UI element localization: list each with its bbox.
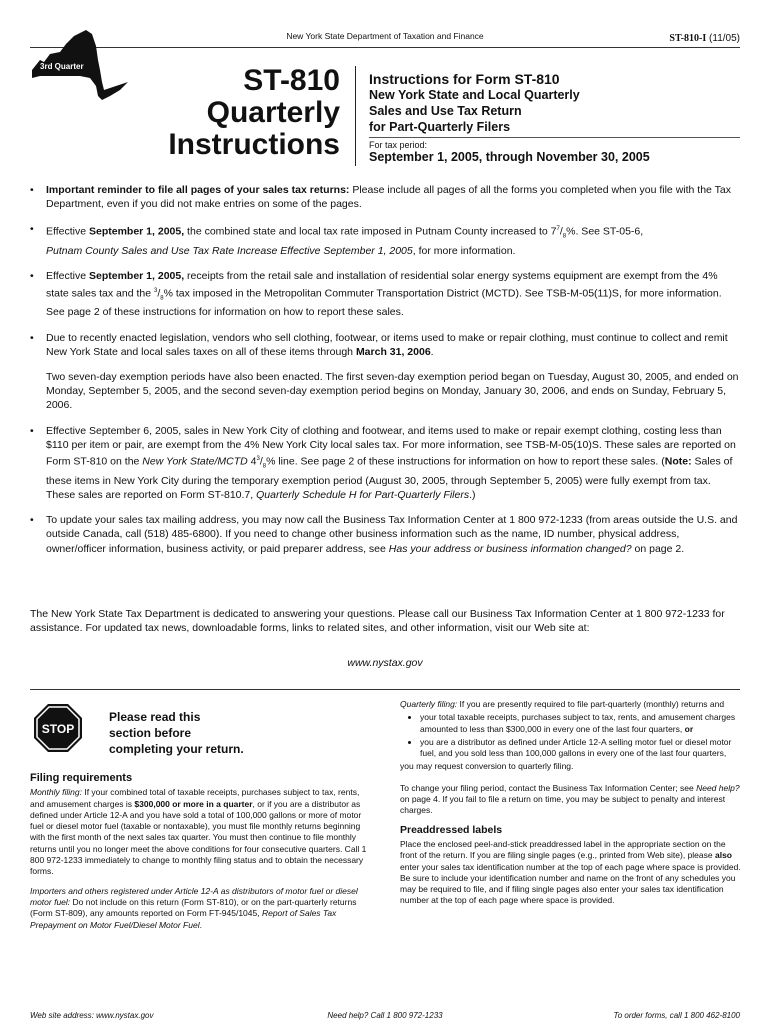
- change-period-paragraph: [400, 783, 742, 817]
- paragraph-italic: Quarterly filing:: [400, 699, 458, 709]
- bullet-bold: September 1, 2005,: [89, 225, 185, 238]
- importers-paragraph: [30, 886, 370, 931]
- paragraph-text: Place the enclosed peel-and-stick preaddressed label in the appropriate section on the front of the return. If you are filing single pages (e.g., printed from Web site), please: [400, 838, 726, 861]
- footer-help: Need help? Call 1 800 972-1233: [327, 1011, 443, 1020]
- monthly-filing-paragraph: [30, 787, 370, 877]
- bullet-dot-icon: •: [30, 331, 34, 344]
- bullet-putnam: • Effective September 1, 2005, the combined state and local tax rate imposed in Putnam County increased to $7^7/_8\%$. See ST-05-6, Putnam County Sales and Use Tax Rate Increase Effective September 1, 2005, for more information.: [30, 223, 644, 258]
- bullet-list: [30, 183, 742, 567]
- tax-period-range: September 1, 2005, through November 30, 2005: [369, 150, 650, 164]
- form-date: (11/05): [709, 33, 740, 44]
- subtitle-line-2: Sales and Use Tax Return: [369, 104, 522, 118]
- bullet-text: Sales of these items in New York City during the temporary exemption period (August 30, 2005, through September 5, 2005) were fully exempt from tax. These sales are reported on Form ST-810.7,: [46, 455, 733, 502]
- fraction-denominator: 8: [262, 463, 267, 470]
- list-item-bold: or: [684, 723, 694, 734]
- preaddressed-paragraph: [400, 839, 742, 907]
- paragraph-text: .: [199, 919, 202, 930]
- header-rule: [30, 47, 740, 48]
- paragraph-italic: Need help?: [696, 782, 740, 793]
- bullet-italic: New York State/MCTD: [142, 455, 248, 468]
- title-divider: [355, 66, 356, 166]
- paragraph-text: on page 4. If you fail to file a return on time, you may be subject to penalty and interest charges.: [400, 794, 726, 816]
- bullet-solar: • Effective September 1, 2005, receipts from the retail sale and installation of residential solar energy systems equipment are exempt from the 4% state sales tax and the $^3/_8\%$ tax imposed in the Metropolitan Commuter Transportation District (MCTD). See TSB-M-05(11)S, for more information. See page 2 of these instructions for information on how to report these sales.: [30, 270, 722, 319]
- fraction-denominator: 8: [160, 295, 164, 302]
- paragraph-bold: $300,000 or more in a quarter: [134, 798, 253, 809]
- fraction-numerator: 3: [153, 287, 158, 294]
- form-number: ST-810-I: [669, 33, 707, 44]
- bullet-text: on page 2.: [631, 542, 685, 555]
- bullet-text: Please include all pages of all the forms you completed when you file with the Tax Department, even if you did not make entries on some of the pages.: [46, 184, 731, 211]
- bullet-nyc: • Effective September 6, 2005, sales in New York City of clothing and footwear, and items used to make or repair exempt clothing, costing less than $110 per item or pair, are exempt from the 4% New York City local sales tax. For more information, see TSB-M-05(10)S. These sales are reported on Form ST-810 on the New York State/MCTD $4^3/_8\%$ line. See page 2 of these instructions for information on how to report these sales. (Note: Sales of these items in New York City during the temporary exemption period (August 30, 2005, through September 5, 2005) were fully exempt from tax. These sales are reported on Form ST-810.7, Quarterly Schedule H for Part-Quarterly Filers.): [30, 424, 736, 502]
- note-label: Note:: [664, 455, 692, 468]
- footer-website: Web site address: www.nystax.gov: [30, 1011, 154, 1020]
- bullet-bold: Important reminder to file all pages of your sales tax returns:: [46, 184, 350, 196]
- page-title: [100, 65, 340, 161]
- paragraph-italic: Importers and others registered under Article 12-A as distributors of motor fuel or diesel motor fuel:: [30, 885, 358, 907]
- bullet-bold: September 1, 2005,: [89, 270, 185, 283]
- list-item: • you are a distributor as defined under Article 12-A selling motor fuel or diesel motor fuel, and you sold less than 100,000 gallons in every one of the last four quarters,: [420, 737, 742, 760]
- tax-period-rule: [369, 137, 740, 138]
- bullet-text: Effective September 6, 2005, sales in New York City of clothing and footwear, and items used to make or repair exempt clothing, costing less than $110 per item or pair, are exempt from the 4% New York City local sales tax. For more information, see TSB-M-05(10)S. These sales are reported on Form ST-810 on the: [46, 424, 736, 468]
- bullet-italic: Putnam County Sales and Use Tax Rate Increase Effective September 1, 2005: [46, 245, 413, 258]
- bullet-dot-icon: •: [30, 514, 34, 527]
- agency-name: New York State Department of Taxation and Finance: [286, 31, 484, 41]
- paragraph-text: If you are presently required to file part-quarterly (monthly) returns and: [457, 699, 725, 709]
- bullet-text: To update your sales tax mailing address, you may now call the Business Tax Information Center at 1 800 972-1233 (from areas outside the U.S. and outside Canada, call (518) 485-6800). If you need to change other business information such as the name, ID number, physical address, owner/officer information, business activity, or paid preparer address, see: [46, 514, 738, 555]
- paragraph-text: , or if you are a distributor as defined under Article 12-A and you have sold a total of 100,000 gallons or more of motor fuel or diesel motor fuel (taxable or nontaxable), you must file monthly returns beginning with the first month of the next sales tax quarter. You must then continue to file monthly returns until you no longer meet the above conditions for four consecutive quarters. Call 1 800 972-1233 immediately to change to monthly filing status and to obtain the necessary forms.: [30, 798, 367, 877]
- bullet-text: , for more information.: [412, 245, 516, 258]
- intro-paragraph: The New York State Tax Department is dedicated to answering your questions. Please call our Business Tax Information Center at 1 800 972-1233 for assistance. For updated tax news, downloadable forms, links to related sites, and other information, visit our Web site at:: [30, 608, 725, 635]
- bullet-reminder: [30, 183, 742, 211]
- bullet-dot-icon: •: [30, 184, 34, 196]
- bullet-clothing: [30, 331, 742, 359]
- filing-requirements-heading: Filing requirements: [30, 772, 133, 784]
- stop-sign-icon: [33, 703, 83, 753]
- quarterly-filing-paragraph: [400, 699, 742, 710]
- website-link[interactable]: www.nystax.gov: [347, 657, 423, 669]
- bullet-italic: Quarterly Schedule H for Part-Quarterly Filers: [256, 489, 470, 502]
- list-item-text: your total taxable receipts, purchases subject to tax, rents, and amusement charges amounted to less than $300,000 in every one of the last four quarters,: [420, 712, 736, 734]
- instructions-heading: [369, 71, 580, 135]
- subtitle-line-3: for Part-Quarterly Filers: [369, 120, 511, 134]
- quarterly-filing-section: [400, 699, 742, 913]
- paragraph-bold: also: [714, 850, 732, 861]
- bullet-bold: March 31, 2006: [355, 345, 431, 358]
- fraction-numerator: 3: [256, 456, 260, 463]
- quarter-label: 3rd Quarter: [40, 62, 84, 71]
- bullet-text: % line. See page 2 of these instructions for information on how to report these sales. (: [266, 455, 665, 468]
- paragraph-italic: Monthly filing:: [30, 787, 82, 798]
- section-rule: [30, 689, 740, 690]
- bullet-text: % tax imposed in the Metropolitan Commuter Transportation District (MCTD). See TSB-M-05(11)S, for more information. See page 2 of these instructions for information on how to report these sales.: [46, 287, 722, 319]
- tax-period-label: For tax period:: [369, 140, 428, 150]
- title-line-2: Quarterly: [206, 96, 340, 129]
- stop-sign-text: STOP: [41, 722, 75, 736]
- bullet-text: Effective: [46, 225, 89, 238]
- bullet-address: [30, 513, 742, 556]
- paragraph-text: Do not include on this return (Form ST-810), or on the part-quarterly returns (Form ST-809), any amounts reported on Form FT-945/1045,: [30, 896, 357, 919]
- bullet-dot-icon: •: [30, 223, 34, 236]
- title-line-1: ST-810: [243, 64, 340, 97]
- notice-line-1: Please read this: [109, 710, 201, 724]
- conversion-paragraph: you may request conversion to quarterly filing.: [400, 761, 574, 772]
- bullet-text: receipts from the retail sale and installation of residential solar energy systems equipment are exempt from the 4% state sales tax and the: [46, 270, 718, 300]
- bullet-text: .: [430, 345, 434, 358]
- bullet-text: Due to recently enacted legislation, vendors who sell clothing, footwear, or items used to make or repair clothing, must continue to collect and remit New York State and local sales taxes on all of these items through: [46, 331, 728, 358]
- bullet-dot-icon: •: [30, 424, 34, 437]
- fraction-denominator: 8: [562, 234, 567, 240]
- bullet-text: .): [469, 489, 476, 502]
- footer-order-forms: To order forms, call 1 800 462-8100: [613, 1011, 740, 1020]
- list-item: [420, 712, 742, 735]
- paragraph-italic: Report of Sales Tax Prepayment on Motor Fuel/Diesel Motor Fuel: [30, 908, 337, 930]
- instructions-for: Instructions for Form ST-810: [369, 71, 560, 87]
- bullet-dot-icon: •: [30, 270, 34, 283]
- preaddressed-labels-heading: Preaddressed labels: [400, 823, 503, 836]
- filing-requirements-section: [30, 773, 370, 939]
- bullet-text: %. See ST-05-6,: [566, 225, 644, 238]
- bullet-text: 4: [247, 455, 257, 468]
- notice-line-3: completing your return.: [109, 742, 244, 756]
- paragraph-text: To change your filing period, contact the Business Tax Information Center; see: [400, 782, 697, 793]
- notice-line-2: section before: [109, 726, 192, 740]
- subtitle-line-1: New York State and Local Quarterly: [369, 88, 580, 102]
- bullet-text: Effective: [46, 270, 89, 283]
- exemption-periods-paragraph: Two seven-day exemption periods have also been enacted. The first seven-day exemption period began on Tuesday, August 30, 2005, and ended on Monday, September 5, 2005, and the second seven-day exemption period begins on Monday, January 30, 2006, and ends on Sunday, February 5, 2006.: [46, 371, 739, 412]
- title-line-3: Instructions: [168, 128, 340, 161]
- read-this-notice: [109, 709, 244, 757]
- bullet-text: the combined state and local tax rate imposed in Putnam County increased to 7: [184, 225, 557, 238]
- bullet-italic: Has your address or business information changed?: [388, 542, 632, 555]
- form-id: [669, 33, 740, 44]
- fraction-numerator: 7: [556, 226, 560, 233]
- paragraph-text: enter your sales tax identification number at the top of each page where space is provided. Be sure to include your identification number and name on the front of any schedules you may be required to file, and if filing single pages also enter your sales tax identification number at the top of each page where space is provided.: [400, 861, 741, 906]
- paragraph-text: If your combined total of taxable receipts, purchases subject to tax, rents, and amusement charges is: [30, 787, 360, 809]
- quarterly-conditions-list: [400, 712, 742, 759]
